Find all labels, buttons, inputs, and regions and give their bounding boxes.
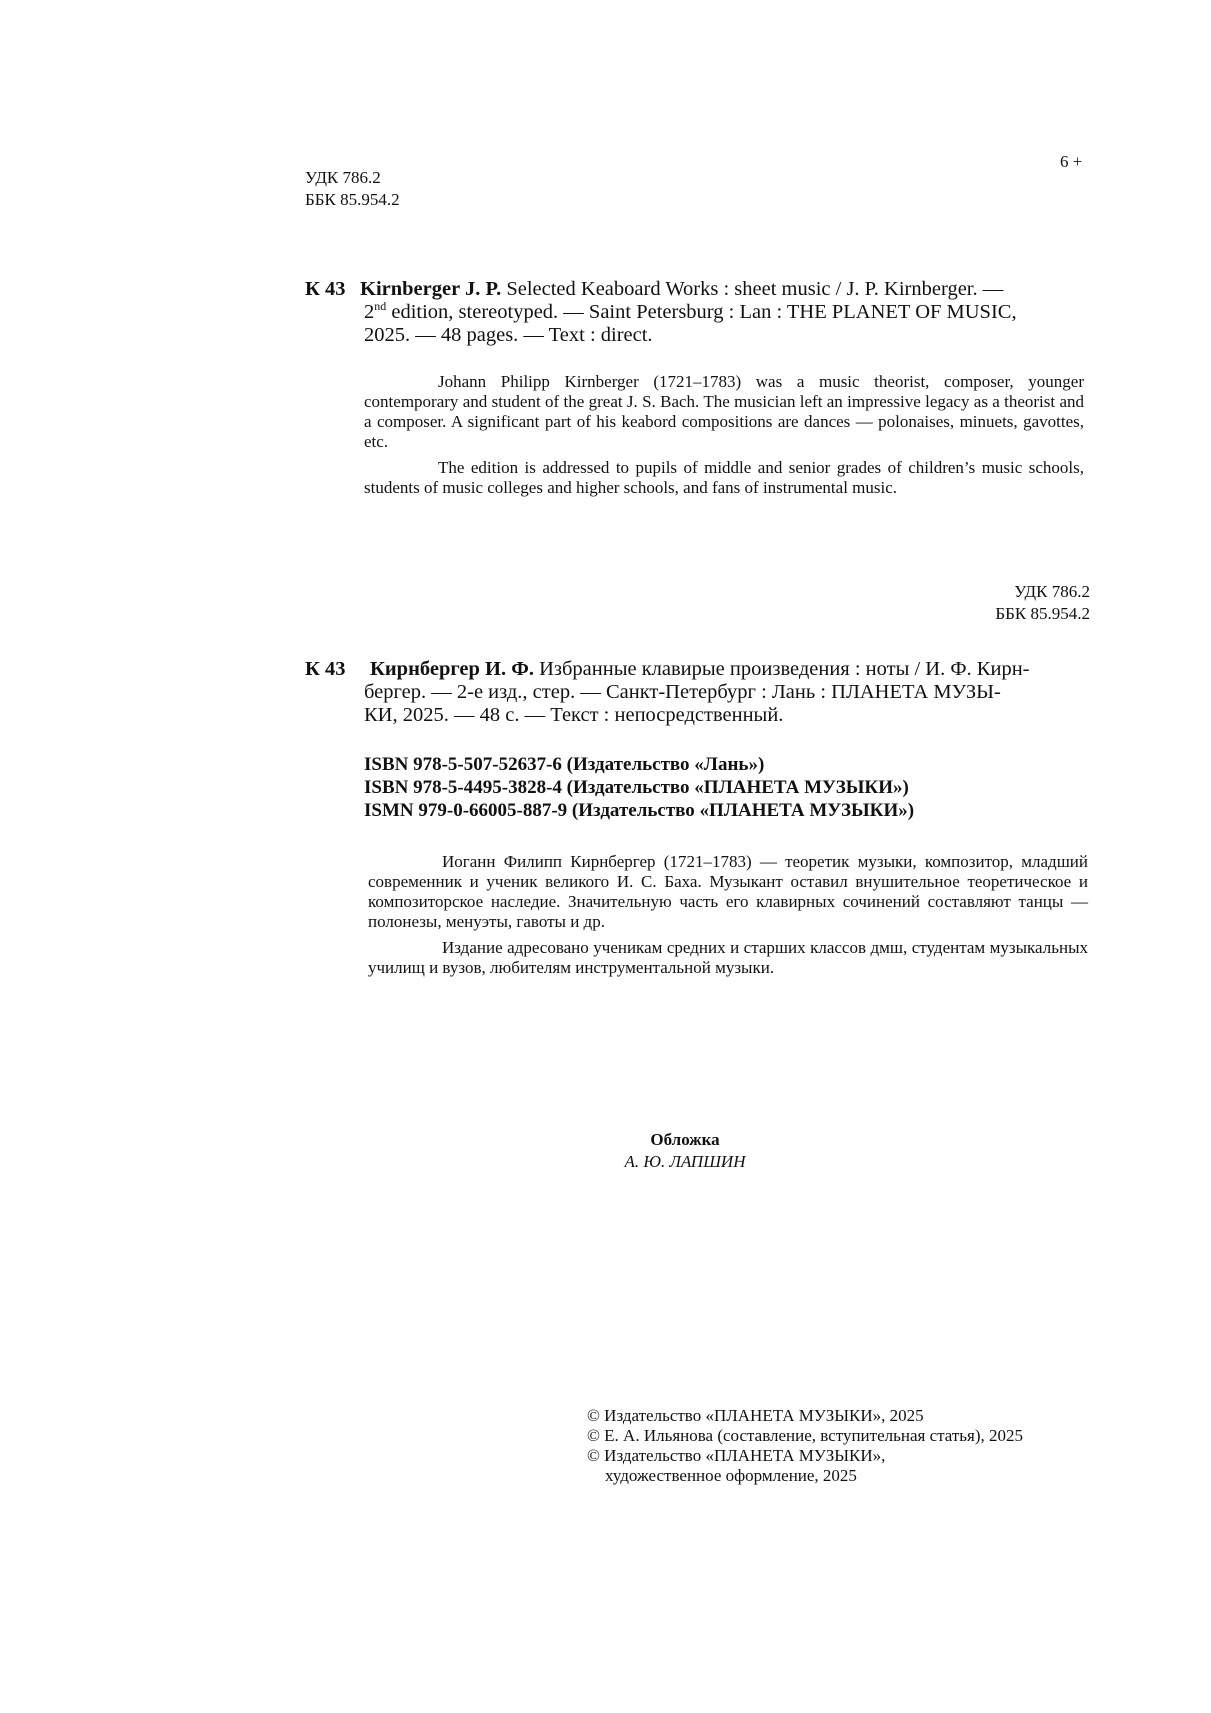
bbk-code-en: ББК 85.954.2 bbox=[305, 190, 400, 209]
author-name-en: Kirnberger J. P. bbox=[360, 278, 502, 300]
bib-entry-en-line2: 2nd edition, stereotyped. — Saint Petersburg : Lan : THE PLANET OF MUSIC, bbox=[364, 299, 1017, 323]
bib-entry-en-line3: 2025. — 48 pages. — Text : direct. bbox=[364, 324, 653, 346]
annotation-ru-p2: Издание адресовано ученикам средних и старших классов дмш, студентам музыкальных училищ и вузов, любителям инструментальной музыки. bbox=[368, 938, 1088, 977]
bib-entry-ru-line3: КИ, 2025. — 48 с. — Текст : непосредственный. bbox=[364, 704, 784, 726]
copyright-line-3: © Издательство «ПЛАНЕТА МУЗЫКИ», bbox=[587, 1446, 886, 1465]
udk-code-en: УДК 786.2 bbox=[305, 168, 381, 187]
isbn-planet: ISBN 978-5-4495-3828-4 (Издательство «ПЛАНЕТА МУЗЫКИ») bbox=[364, 777, 909, 798]
annotation-en-p2: The edition is addressed to pupils of middle and senior grades of children’s music schools, students of music colleges and higher schools, and fans of instrumental music. bbox=[364, 458, 1084, 497]
cover-artist: А. Ю. ЛАПШИН bbox=[624, 1152, 746, 1171]
age-rating: 6 + bbox=[1060, 152, 1083, 171]
author-name-ru: Кирнбергер И. Ф. bbox=[370, 658, 534, 680]
bbk-code-ru: ББК 85.954.2 bbox=[995, 604, 1090, 623]
bib-entry-en-line1: Kirnberger J. P. Selected Keaboard Works : sheet music / J. P. Kirnberger. — bbox=[360, 278, 1004, 300]
copyright-line-2: © Е. А. Ильянова (составление, вступительная статья), 2025 bbox=[587, 1426, 1024, 1445]
author-mark-ru: К 43 bbox=[305, 658, 346, 680]
udk-code-ru: УДК 786.2 bbox=[1014, 582, 1090, 601]
copyright-line-4: художественное оформление, 2025 bbox=[605, 1466, 857, 1485]
bib-entry-ru-line1: Кирнбергер И. Ф. Избранные клавирые произведения : ноты / И. Ф. Кирн- bbox=[370, 658, 1030, 680]
annotation-ru-p1: Иоганн Филипп Кирнбергер (1721–1783) — теоретик музыки, композитор, младший современник и ученик великого И. С. Баха. Музыкант оставил внушительное теоретическое и композиторское наследие. Значительную часть его клавирных сочинений составляют танцы — полонезы, менуэты, гавоты и др. bbox=[368, 852, 1088, 931]
copyright-line-1: © Издательство «ПЛАНЕТА МУЗЫКИ», 2025 bbox=[587, 1406, 924, 1425]
cover-label: Обложка bbox=[650, 1130, 720, 1149]
bib-entry-ru-line2: бергер. — 2-е изд., стер. — Санкт-Петербург : Лань : ПЛАНЕТА МУЗЫ- bbox=[364, 681, 1001, 703]
isbn-lan: ISBN 978-5-507-52637-6 (Издательство «Лань») bbox=[364, 754, 765, 775]
annotation-en-p1: Johann Philipp Kirnberger (1721–1783) was a music theorist, composer, younger contemporary and student of the great J. S. Bach. The musician left an impressive legacy as a theorist and a composer. A significant part of his keabord compositions are dances — polonaises, minuets, gavottes, etc. bbox=[364, 372, 1084, 451]
ismn-planet: ISMN 979-0-66005-887-9 (Издательство «ПЛАНЕТА МУЗЫКИ») bbox=[364, 800, 915, 821]
author-mark-en: К 43 bbox=[305, 278, 346, 300]
